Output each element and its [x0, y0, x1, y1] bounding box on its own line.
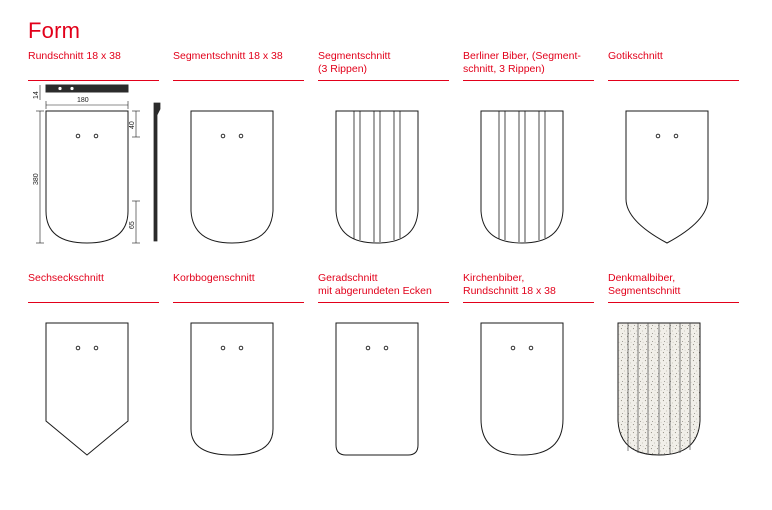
tile-caption: [28, 50, 173, 80]
tile-shape-grid: [28, 50, 748, 484]
caption-line-1: Berliner Biber, (Segment-: [463, 50, 581, 62]
tile-cell-denkmalbiber[interactable]: [608, 272, 753, 484]
tile-caption: [463, 272, 608, 302]
dim-top: 40: [129, 121, 136, 129]
tile-figure-gotikschnitt: [608, 81, 753, 263]
tile-row-2: [28, 272, 748, 484]
tile-cell-segmentschnitt-3-rippen[interactable]: [318, 50, 463, 272]
tile-caption: [608, 272, 753, 302]
tile-caption: [318, 272, 463, 302]
caption-line-1: Gotikschnitt: [608, 50, 663, 62]
tile-caption: [608, 50, 753, 80]
dim-height: 380: [33, 173, 40, 185]
tile-caption: [28, 272, 173, 302]
tile-figure-sechseckschnitt: [28, 303, 173, 485]
tile-caption: [463, 50, 608, 80]
tile-figure-segmentschnitt-3-rippen: [318, 81, 463, 263]
tile-figure-geradschnitt: [318, 303, 463, 485]
tile-figure-korbbogenschnitt: [173, 303, 318, 485]
tile-cell-berliner-biber[interactable]: [463, 50, 608, 272]
caption-line-1: Segmentschnitt: [318, 50, 391, 62]
tile-cell-segmentschnitt[interactable]: [173, 50, 318, 272]
tile-caption: [173, 272, 318, 302]
tile-cell-geradschnitt[interactable]: [318, 272, 463, 484]
tile-row-1: [28, 50, 748, 272]
caption-line-1: Rundschnitt 18 x 38: [28, 50, 121, 62]
caption-line-2: Segmentschnitt: [608, 285, 681, 297]
tile-caption: [318, 50, 463, 80]
tile-caption: [173, 50, 318, 80]
tile-cell-korbbogenschnitt[interactable]: [173, 272, 318, 484]
tile-cell-kirchenbiber[interactable]: [463, 272, 608, 484]
dim-bottom: 65: [129, 221, 136, 229]
caption-line-2: Rundschnitt 18 x 38: [463, 285, 556, 297]
tile-figure-berliner-biber: [463, 81, 608, 263]
caption-line-1: Kirchenbiber,: [463, 272, 525, 284]
tile-cell-sechseckschnitt[interactable]: [28, 272, 173, 484]
tile-figure-kirchenbiber: [463, 303, 608, 485]
dim-nose: 14: [33, 91, 40, 99]
dim-width: 180: [77, 97, 89, 104]
caption-line-1: Sechseckschnitt: [28, 272, 104, 284]
caption-line-2: (3 Rippen): [318, 63, 368, 75]
page-title: Form: [28, 18, 81, 43]
tile-figure-rundschnitt: [28, 81, 173, 263]
caption-line-1: Segmentschnitt 18 x 38: [173, 50, 283, 62]
tile-cell-gotikschnitt[interactable]: [608, 50, 753, 272]
tile-figure-segmentschnitt: [173, 81, 318, 263]
tile-figure-denkmalbiber: [608, 303, 753, 485]
tile-cell-rundschnitt[interactable]: [28, 50, 173, 272]
caption-line-2: mit abgerundeten Ecken: [318, 285, 432, 297]
caption-line-1: Korbbogenschnitt: [173, 272, 255, 284]
caption-line-1: Geradschnitt: [318, 272, 378, 284]
caption-line-2: schnitt, 3 Rippen): [463, 63, 545, 75]
caption-line-1: Denkmalbiber,: [608, 272, 676, 284]
